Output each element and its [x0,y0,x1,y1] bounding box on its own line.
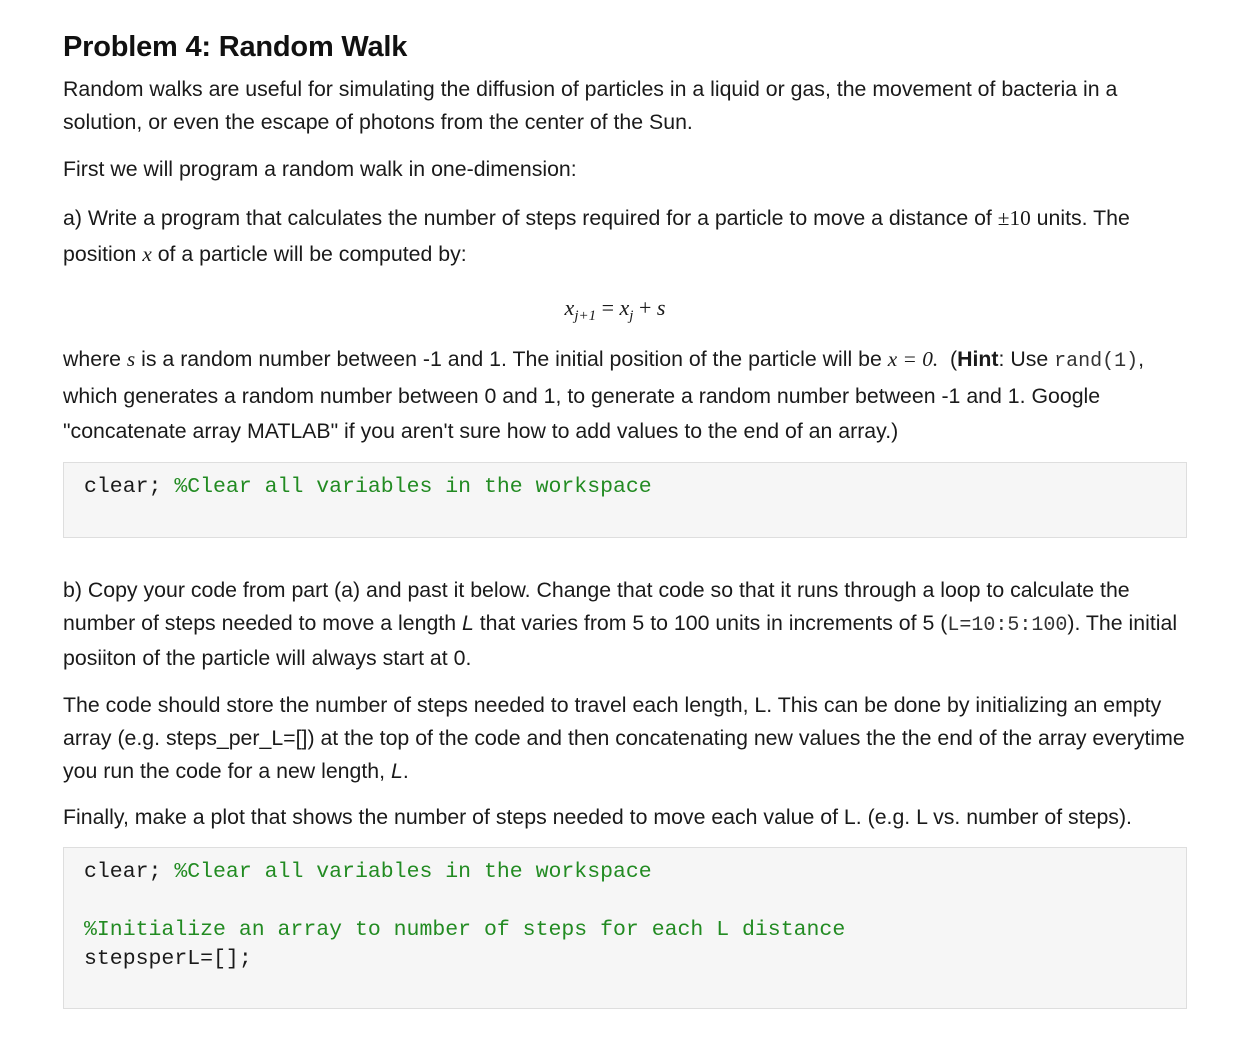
code-cell-2[interactable] [63,847,1187,1009]
distance-value: ±10 [997,206,1031,230]
where-text-3: ( [938,347,958,371]
store-text-2: . [402,759,409,783]
finally-paragraph: Finally, make a plot that shows the number of steps needed to move each value of L. (e.g. L vs. number of steps). [63,805,1132,829]
intro-paragraph: Random walks are useful for simulating the diffusion of particles in a liquid or gas, the movement of bacteria in a solution, or even the escape of photons from the center of the Sun. [63,77,1118,134]
var-s: s [126,347,136,371]
part-b-text-2: that varies from 5 to 100 units in increments of 5 ( [473,611,948,635]
where-paragraph [63,342,1187,449]
var-L-2: L [390,759,403,783]
code-line [84,473,1166,502]
page-title: Problem 4: Random Walk [63,31,408,63]
eq-lhs-sub: j+1 [574,308,597,324]
eq-sign: = [596,295,620,320]
part-a-text-3: of a particle will be computed by: [151,242,467,266]
eq-plus: + [633,295,657,320]
part-a-text-2: units. The position [63,206,1130,266]
first-paragraph: First we will program a random walk in one-dimension: [63,157,577,181]
where-text-5: , which generates a random number between 0 and 1, to generate a random number between -1 and 1. Google "concatenate array MATLAB" if you aren't sure how to add values to the end of an array.) [63,347,1145,443]
code-comment: %Clear all variables in the workspace [174,475,652,499]
code-statement: stepsperL=[]; [84,947,252,971]
range-code: L=10:5:100 [947,614,1068,637]
code-line [84,858,1166,887]
code-line [84,916,1166,945]
hint-label: Hint [957,347,999,371]
part-b-paragraph [63,574,1187,675]
var-x: x [142,242,152,266]
eq-s: s [656,295,666,320]
where-text-2: is a random number between -1 and 1. The initial position of the particle will be [135,347,888,371]
where-text-4: : Use [998,347,1055,371]
part-a-paragraph [63,200,1187,272]
store-text-1: The code should store the number of steps needed to travel each length, L. This can be done by initializing an empty array (e.g. steps_per_L=[]) at the top of the code and then concatenating new values the the end of the array everytime you run the code for a new length, [63,693,1185,783]
store-paragraph [63,689,1187,788]
code-keyword: clear; [84,860,175,884]
eq-rhs-var: x [619,295,630,320]
eq-rhs-sub: j [629,308,634,324]
rand-code: rand(1) [1054,350,1139,373]
code-line-blank [84,887,1166,916]
code-comment: %Clear all variables in the workspace [174,860,652,884]
document [63,28,1187,1009]
code-cell-1[interactable] [63,462,1187,538]
code-comment: %Initialize an array to number of steps for each L distance [84,918,846,942]
part-b-text-3: ). The initial posiiton of the particle will always start at 0. [63,611,1178,670]
code-line [84,945,1166,974]
part-a-text-1: a) Write a program that calculates the number of steps required for a particle to move a distance of [63,206,998,230]
equation [63,288,1187,328]
code-keyword: clear; [84,475,175,499]
eq-lhs-var: x [564,295,575,320]
x-initial: x = 0. [887,347,939,371]
var-L: L [461,611,474,635]
part-b-text-1: b) Copy your code from part (a) and past it below. Change that code so that it runs through a loop to calculate the number of steps needed to move a length [63,578,1130,635]
where-text-1: where [63,347,127,371]
